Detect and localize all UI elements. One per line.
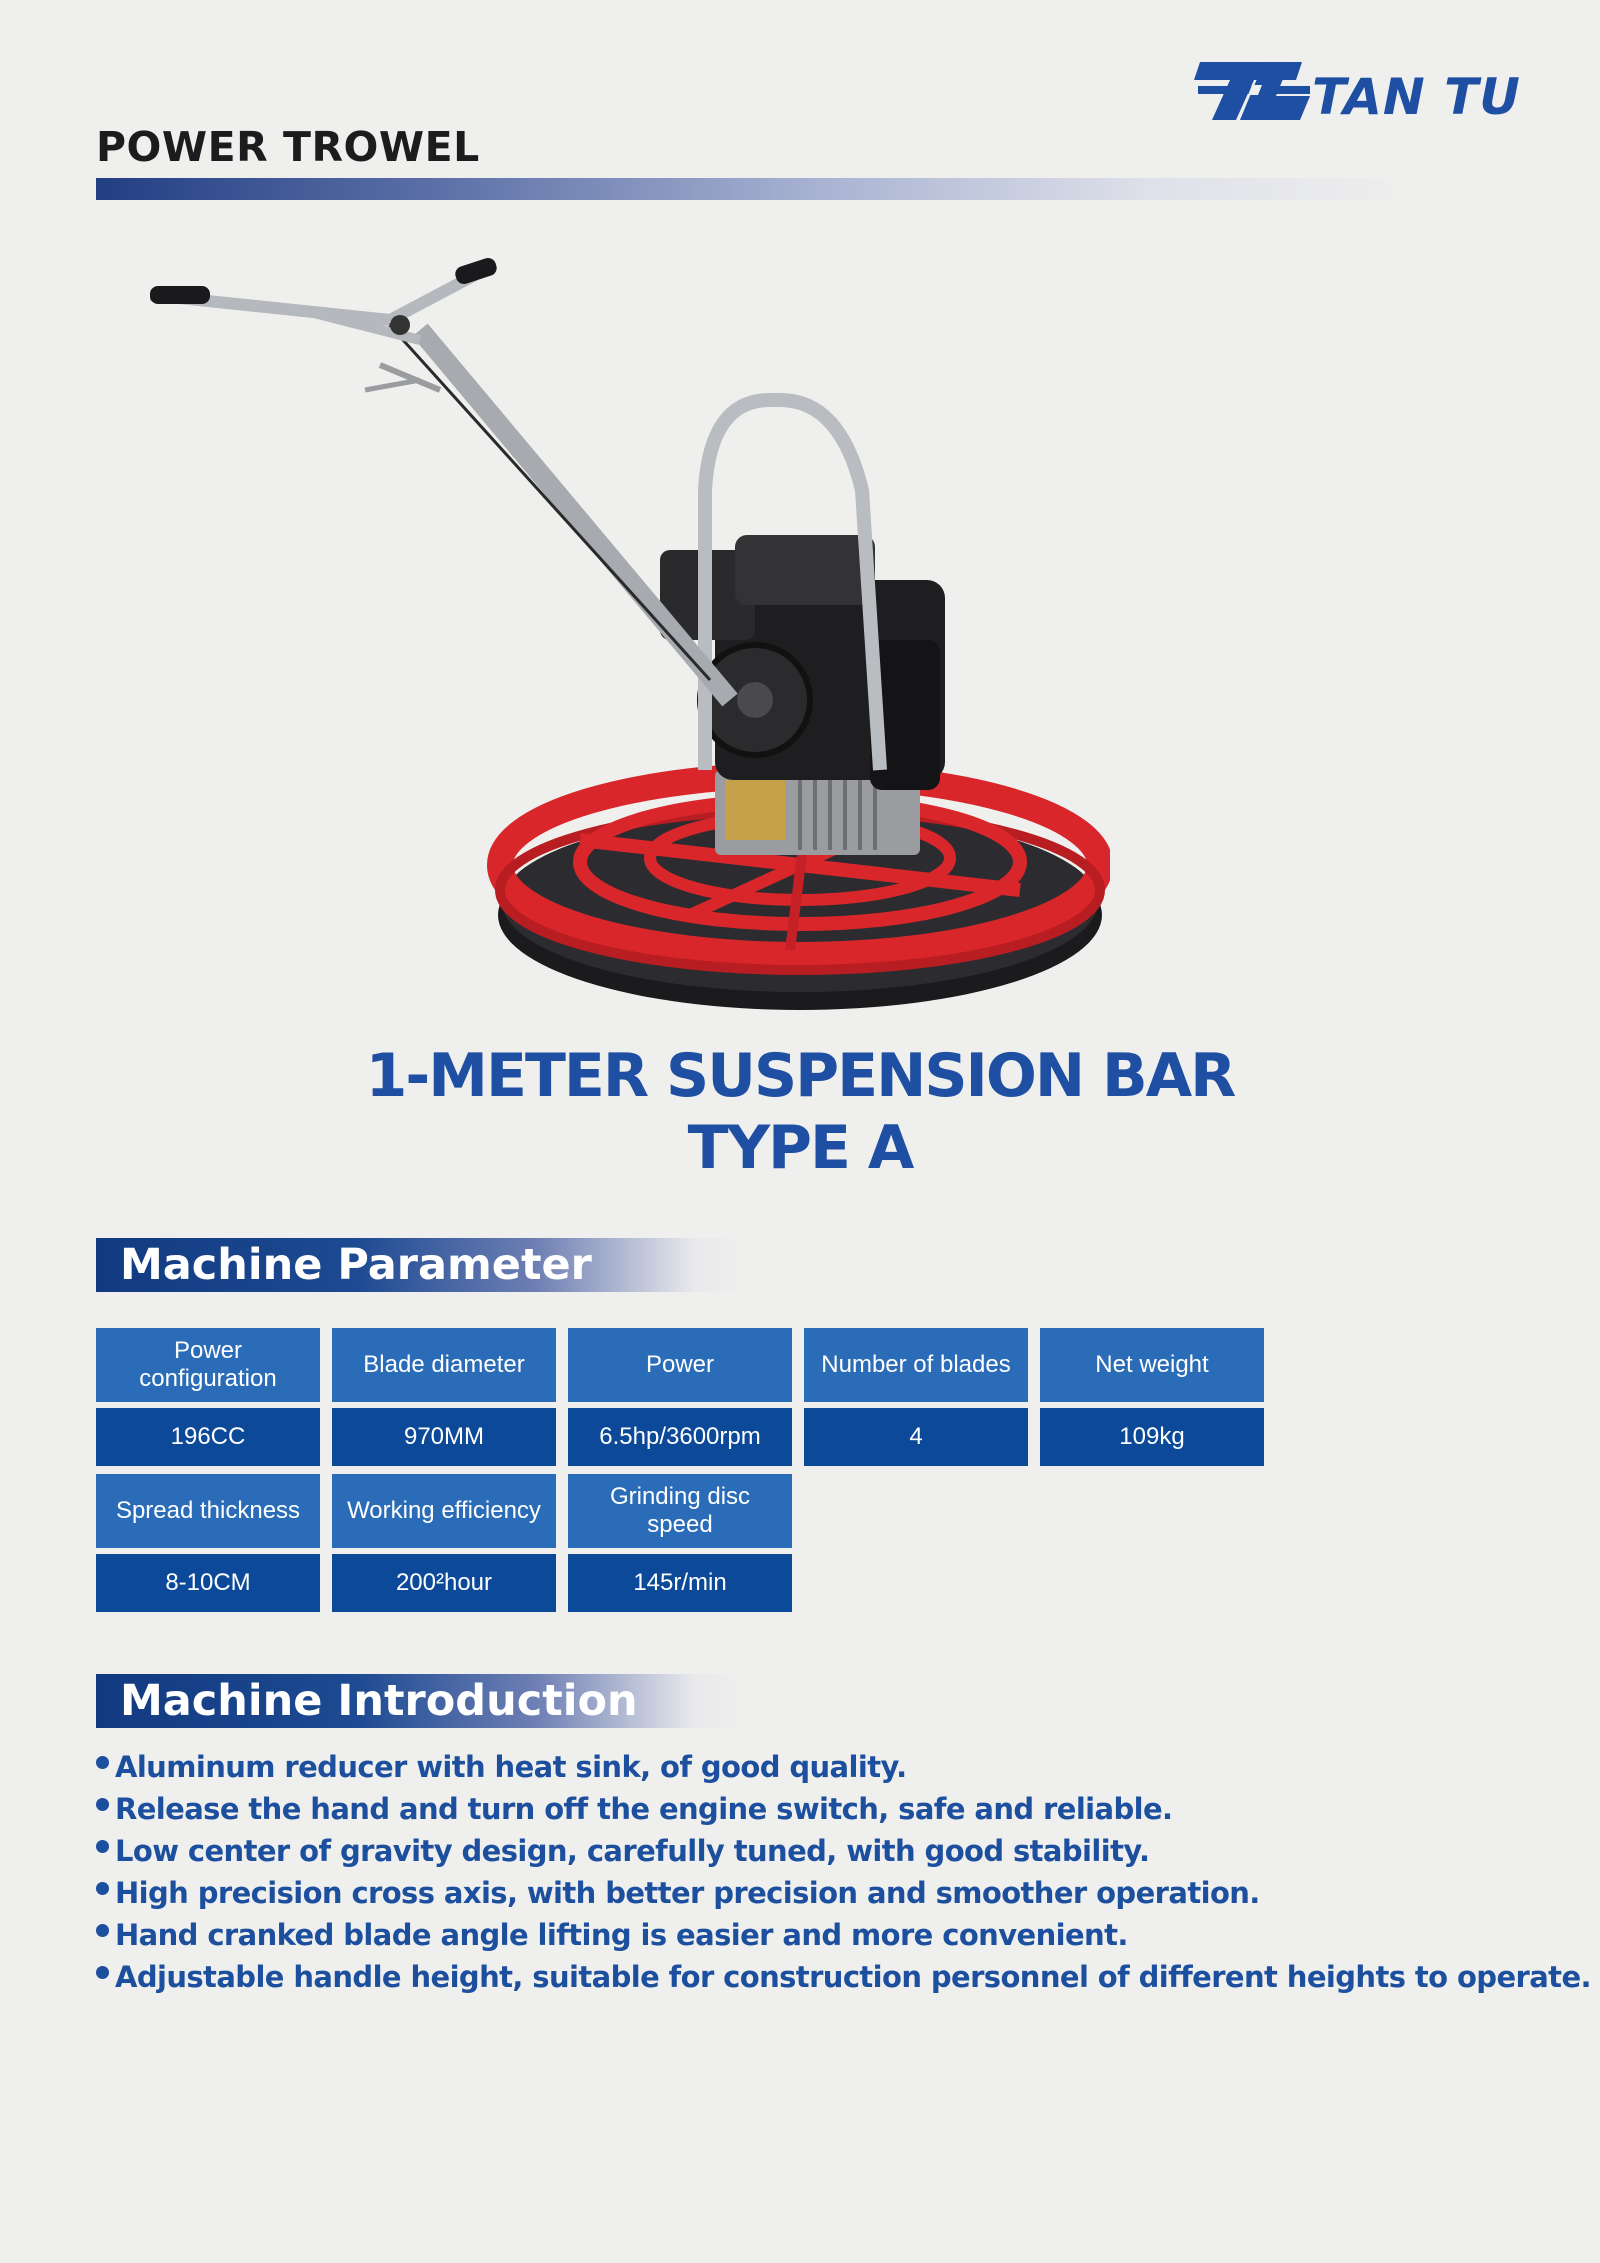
list-item: Aluminum reducer with heat sink, of good quality.	[96, 1746, 1556, 1788]
param-value-net-weight: 109kg	[1040, 1408, 1264, 1466]
parameter-table	[96, 1328, 1264, 1614]
machine-introduction-heading	[96, 1674, 746, 1728]
param-value-spread-thickness: 8-10CM	[96, 1554, 320, 1612]
machine-parameter-heading-text: Machine Parameter	[120, 1240, 592, 1290]
param-header-power: Power	[568, 1328, 792, 1402]
param-header-spread-thickness: Spread thickness	[96, 1474, 320, 1548]
product-title-line-1: 1-METER SUSPENSION BAR	[365, 1041, 1235, 1111]
page-title: POWER TROWEL	[96, 123, 480, 171]
param-value-number-of-blades: 4	[804, 1408, 1028, 1466]
header-gradient-bar	[96, 178, 1416, 200]
param-value-power: 6.5hp/3600rpm	[568, 1408, 792, 1466]
param-header-grinding-disc-speed: Grinding disc speed	[568, 1474, 792, 1548]
list-item: Release the hand and turn off the engine switch, safe and reliable.	[96, 1788, 1556, 1830]
param-value-grinding-disc-speed: 145r/min	[568, 1554, 792, 1612]
product-title-line-2: TYPE A	[687, 1113, 913, 1183]
introduction-list	[96, 1746, 1591, 1998]
param-value-blade-diameter: 970MM	[332, 1408, 556, 1466]
list-item: Adjustable handle height, suitable for construction personnel of different heights to operate.	[96, 1956, 1556, 1998]
param-header-working-efficiency: Working efficiency	[332, 1474, 556, 1548]
brand-name: TAN TU	[1312, 68, 1521, 126]
param-header-net-weight: Net weight	[1040, 1328, 1264, 1402]
param-header-power-configuration: Power configuration	[96, 1328, 320, 1402]
param-value-power-configuration: 196CC	[96, 1408, 320, 1466]
list-item: Low center of gravity design, carefully tuned, with good stability.	[96, 1830, 1556, 1872]
power-trowel-image	[150, 250, 1110, 1020]
list-item: High precision cross axis, with better precision and smoother operation.	[96, 1872, 1556, 1914]
product-title	[200, 1040, 1400, 1184]
param-header-number-of-blades: Number of blades	[804, 1328, 1028, 1402]
machine-parameter-heading	[96, 1238, 746, 1292]
param-value-working-efficiency: 200²hour	[332, 1554, 556, 1612]
param-header-blade-diameter: Blade diameter	[332, 1328, 556, 1402]
machine-introduction-heading-text: Machine Introduction	[120, 1676, 638, 1726]
list-item: Hand cranked blade angle lifting is easier and more convenient.	[96, 1914, 1556, 1956]
